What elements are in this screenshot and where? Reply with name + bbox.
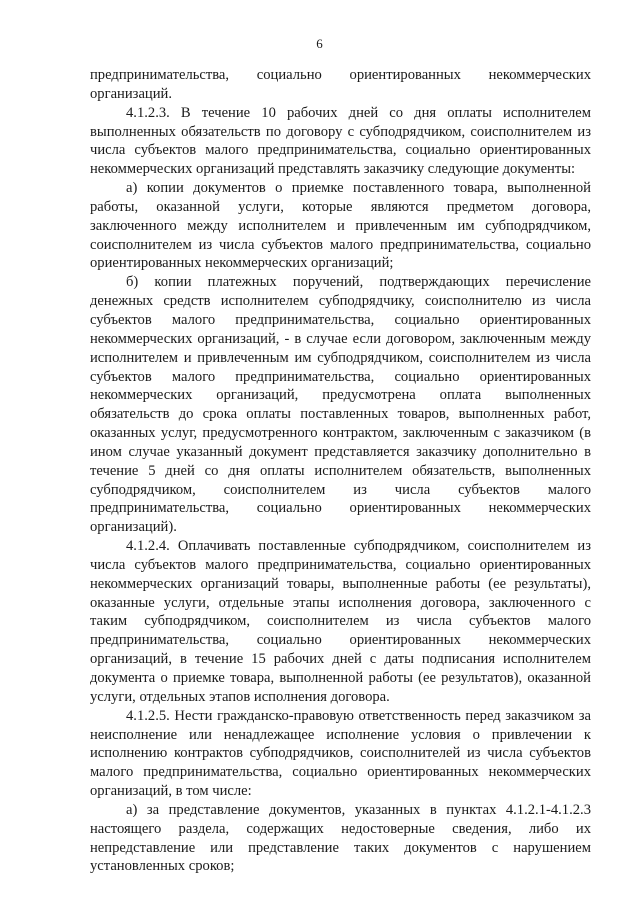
paragraph-4-1-2-3: 4.1.2.3. В течение 10 рабочих дней со дня оплаты исполнителем выполненных обязательств по договору с субподрядчиком, соисполнителем из числа субъектов малого предпринимательства, социально ориентированных некоммерческих организаций представлять заказчику следующие документы: <box>90 104 591 178</box>
page-number: 6 <box>316 36 323 51</box>
paragraph-4-1-2-5: 4.1.2.5. Нести гражданско-правовую ответственность перед заказчиком за неисполнение или ненадлежащее исполнение условия о привлечении к исполнению контрактов субподрядчиков, соисполнителей из числа субъектов малого предпринимательства, социально ориентированных некоммерческих организаций, в том числе: <box>90 707 591 800</box>
paragraph-4-1-2-4: 4.1.2.4. Оплачивать поставленные субподрядчиком, соисполнителем из числа субъектов малого предпринимательства, социально ориентированных некоммерческих организаций товары, выполненные работы (ее результаты), оказанные услуги, отдельные этапы исполнения договора, заключенного с таким субподрядчиком, соисполнителем из числа субъектов малого предпринимательства, социально ориентированных некоммерческих организаций, в течение 15 рабочих дней с даты подписания исполнителем документа о приемке товара, выполненной работы (ее результатов), оказанной услуги, отдельных этапов исполнения договора. <box>90 538 591 705</box>
paragraph-4-1-2-3-b: б) копии платежных поручений, подтверждающих перечисление денежных средств исполнителем субподрядчику, соисполнителю из числа субъектов малого предпринимательства, социально ориентированных некоммерческих организаций, - в случае если договором, заключенным между исполнителем и привлеченным им субподрядчиком, соисполнителем из числа субъектов малого предпринимательства, социально ориентированных некоммерческих организаций, предусмотрена оплата выполненных обязательств до срока оплаты поставленных товаров, выполненных работ, оказанных услуг, предусмотренного контрактом, заключенным с заказчиком (в ином случае указанный документ представляется заказчику дополнительно в течение 5 дней со дня оплаты исполнителем обязательств, выполненных субподрядчиком, соисполнителем из числа субъектов малого предпринимательства, социально ориентированных некоммерческих организаций). <box>90 274 591 536</box>
document-body <box>90 66 591 876</box>
paragraph-continuation: предпринимательства, социально ориентированных некоммерческих организаций. <box>90 67 591 102</box>
paragraph-4-1-2-5-a: а) за представление документов, указанных в пунктах 4.1.2.1-4.1.2.3 настоящего раздела, содержащих недостоверные сведения, либо их непредставление или представление таких документов с нарушением установленных сроков; <box>90 801 591 875</box>
paragraph-4-1-2-3-a: а) копии документов о приемке поставленного товара, выполненной работы, оказанной услуги, которые являются предметом договора, заключенного между исполнителем и привлеченным им субподрядчиком, соисполнителем из числа субъектов малого предпринимательства, социально ориентированных некоммерческих организаций; <box>90 180 591 272</box>
